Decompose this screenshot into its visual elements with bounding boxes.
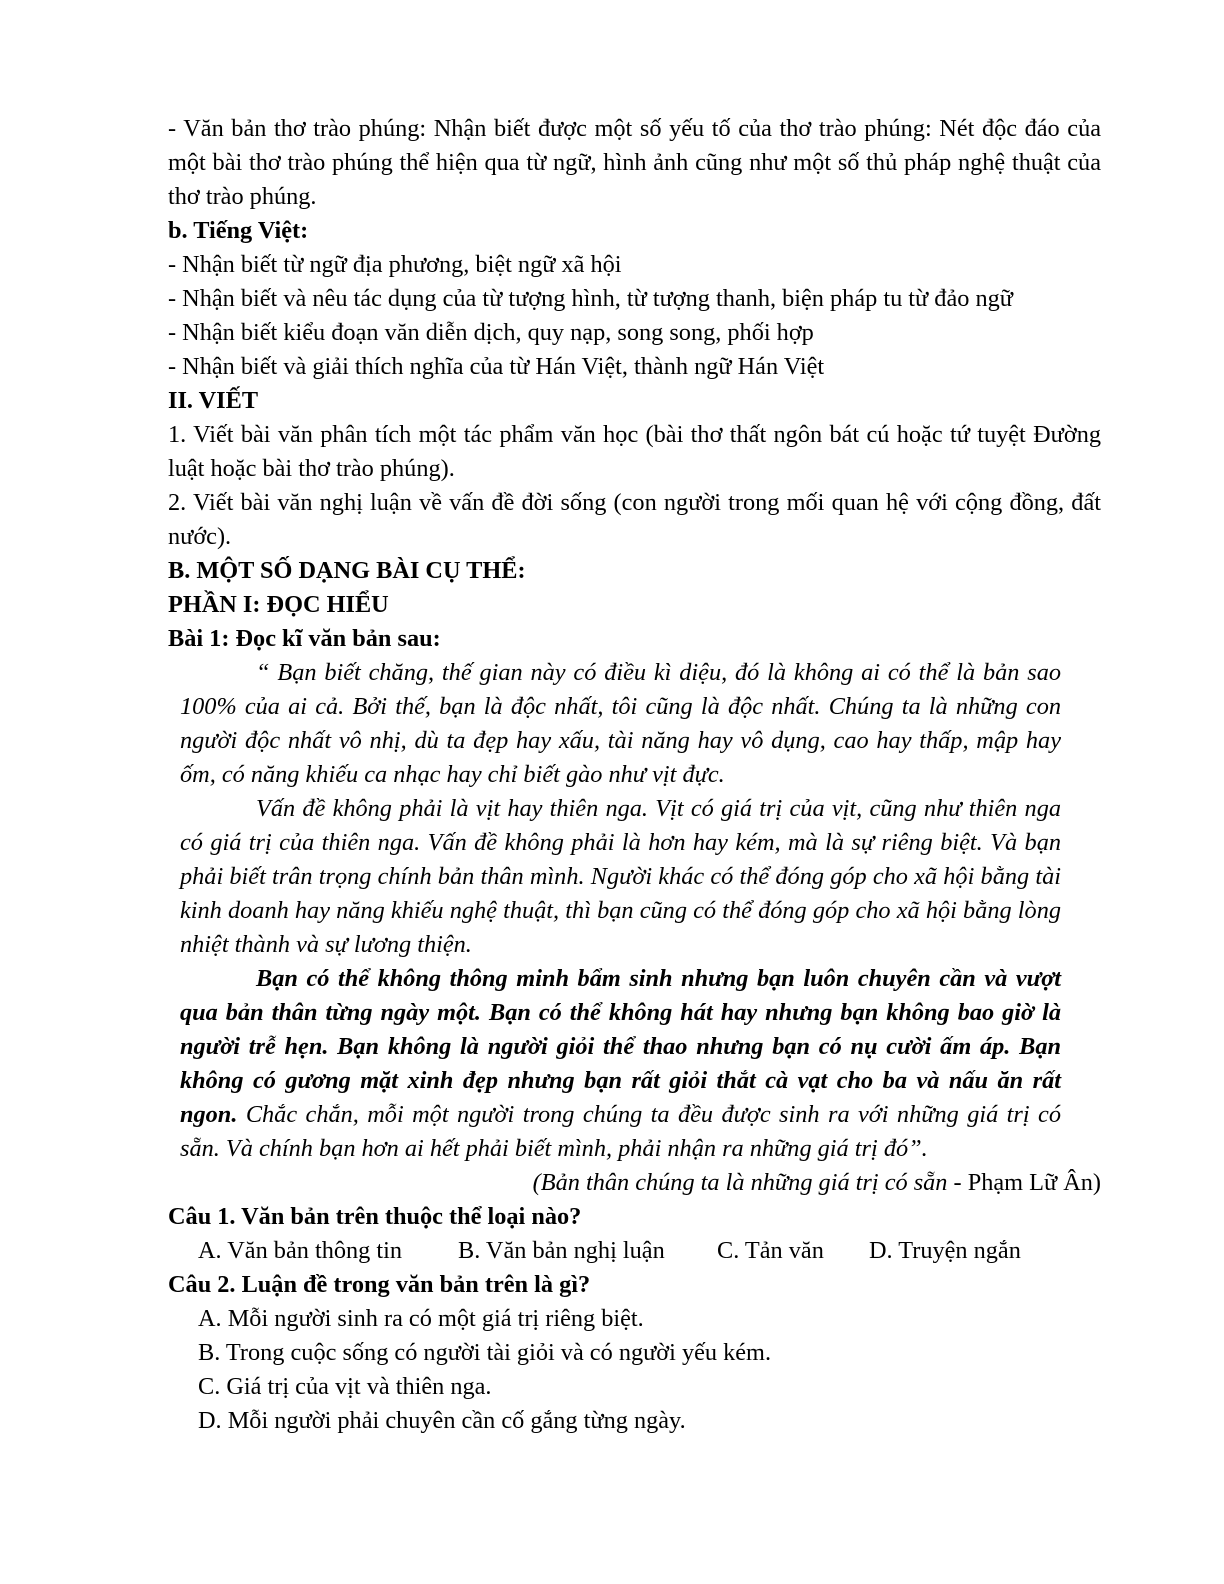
tieng-viet-item: - Nhận biết và nêu tác dụng của từ tượng hình, từ tượng thanh, biện pháp tu từ đảo ngữ bbox=[168, 285, 1013, 312]
passage-bold-text: Bạn có thể không thông minh bẩm sinh nhưng bạn luôn chuyên cần và vượt qua bản thân từng ngày một. Bạn có thể không hát hay nhưng bạn không bao giờ là người trễ hẹn. Bạn không là người giỏi thể thao nhưng bạn có nụ cười ấm áp. Bạn không có gương mặt xinh đẹp nhưng bạn rất giỏi thắt cà vạt cho ba và nấu ăn rất ngon. bbox=[180, 965, 1061, 1128]
viet-item: 2. Viết bài văn nghị luận về vấn đề đời sống (con người trong mối quan hệ với cộng đồng, đất nước). bbox=[168, 489, 1101, 550]
question-1-options bbox=[198, 1234, 1101, 1268]
tieng-viet-item: - Nhận biết từ ngữ địa phương, biệt ngữ xã hội bbox=[168, 251, 622, 278]
exercise-heading: Bài 1: Đọc kĩ văn bản sau: bbox=[168, 625, 441, 652]
part-heading: PHẦN I: ĐỌC HIỂU bbox=[168, 591, 389, 618]
passage-paragraph-1: “ Bạn biết chăng, thế gian này có điều kì diệu, đó là không ai có thể là bản sao 100% của ai cả. Bởi thế, bạn là độc nhất, tôi cũng là độc nhất. Chúng ta là những con người độc nhất vô nhị, dù ta đẹp hay xấu, tài năng hay vô dụng, cao hay thấp, mập hay ốm, có năng khiếu ca nhạc hay chỉ biết gào như vịt đực. bbox=[180, 659, 1061, 788]
question-1: Câu 1. Văn bản trên thuộc thể loại nào? bbox=[168, 1203, 582, 1230]
answer-option: C. Giá trị của vịt và thiên nga. bbox=[198, 1373, 492, 1400]
reading-passage bbox=[180, 656, 1061, 1166]
intro-paragraph: - Văn bản thơ trào phúng: Nhận biết được một số yếu tố của thơ trào phúng: Nét độc đáo của một bài thơ trào phúng thể hiện qua từ ngữ, hình ảnh cũng như một số thủ pháp nghệ thuật của thơ trào phúng. bbox=[168, 115, 1101, 210]
question-2: Câu 2. Luận đề trong văn bản trên là gì? bbox=[168, 1271, 591, 1298]
source-author: - Phạm Lữ Ân) bbox=[947, 1169, 1101, 1196]
passage-source bbox=[168, 1166, 1101, 1200]
document-page bbox=[168, 112, 1101, 1438]
answer-option: B. Văn bản nghị luận bbox=[458, 1237, 665, 1264]
answer-option: D. Truyện ngắn bbox=[869, 1237, 1021, 1264]
viet-heading: II. VIẾT bbox=[168, 387, 259, 414]
answer-option: D. Mỗi người phải chuyên cần cố gắng từng ngày. bbox=[198, 1407, 686, 1434]
tieng-viet-heading: b. Tiếng Việt: bbox=[168, 217, 309, 244]
question-2-options bbox=[198, 1302, 1101, 1438]
passage-closing-text: Chắc chắn, mỗi một người trong chúng ta đều được sinh ra với những giá trị có sẵn. Và chính bạn hơn ai hết phải biết mình, phải nhận ra những giá trị đó”. bbox=[180, 1101, 1061, 1162]
section-b-heading: B. MỘT SỐ DẠNG BÀI CỤ THỂ: bbox=[168, 557, 526, 584]
viet-item: 1. Viết bài văn phân tích một tác phẩm văn học (bài thơ thất ngôn bát cú hoặc tứ tuyệt Đường luật hoặc bài thơ trào phúng). bbox=[168, 421, 1101, 482]
answer-option: A. Mỗi người sinh ra có một giá trị riêng biệt. bbox=[198, 1305, 644, 1332]
tieng-viet-item: - Nhận biết kiểu đoạn văn diễn dịch, quy nạp, song song, phối hợp bbox=[168, 319, 814, 346]
answer-option: C. Tản văn bbox=[717, 1237, 824, 1264]
answer-option: A. Văn bản thông tin bbox=[198, 1237, 403, 1264]
source-title: (Bản thân chúng ta là những giá trị có sẵn bbox=[532, 1169, 948, 1196]
answer-option: B. Trong cuộc sống có người tài giỏi và có người yếu kém. bbox=[198, 1339, 772, 1366]
passage-paragraph-3 bbox=[180, 962, 1061, 1166]
tieng-viet-item: - Nhận biết và giải thích nghĩa của từ Hán Việt, thành ngữ Hán Việt bbox=[168, 353, 825, 380]
passage-paragraph-2: Vấn đề không phải là vịt hay thiên nga. Vịt có giá trị của vịt, cũng như thiên nga có giá trị của thiên nga. Vấn đề không phải là hơn hay kém, mà là sự riêng biệt. Và bạn phải biết trân trọng chính bản thân mình. Người khác có thể đóng góp cho xã hội bằng tài kinh doanh hay năng khiếu nghệ thuật, thì bạn cũng có thể đóng góp cho xã hội bằng lòng nhiệt thành và sự lương thiện. bbox=[180, 795, 1061, 958]
